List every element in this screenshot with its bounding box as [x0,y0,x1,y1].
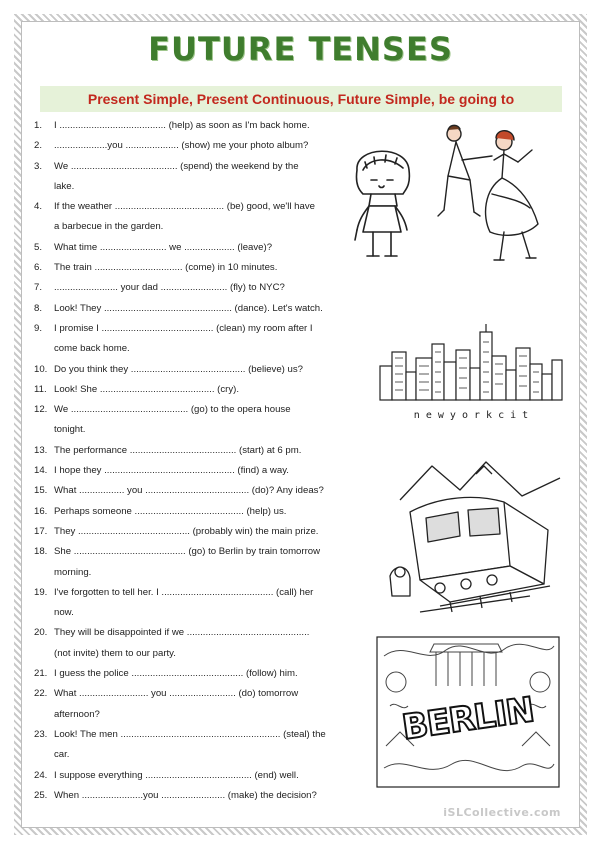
exercise-item [34,299,339,319]
exercise-number [34,177,54,197]
exercise-number: 9. [34,322,43,334]
exercise-number: 15. [34,485,48,497]
exercise-item [34,360,339,380]
exercise-sentence: (not invite) them to our party. [54,647,176,659]
exercise-item [34,136,339,156]
exercise-item [34,400,339,420]
exercise-number: 12. [34,404,48,416]
watermark: iSLCollective.com [443,806,561,819]
exercise-number [34,339,54,359]
exercise-sentence: I suppose everything ........................................ (end) well. [54,769,299,781]
exercise-item [34,502,339,522]
exercise-number: 10. [34,363,48,375]
exercise-item [34,603,339,623]
berlin-drawing [376,636,560,788]
dancing-couple-drawing [434,120,554,270]
girl-illustration [345,140,419,268]
exercise-number: 1. [34,120,43,131]
exercise-item [34,563,339,583]
exercise-item [34,177,339,197]
subtitle-bar [40,86,562,112]
exercise-item [34,786,339,806]
exercise-number: 6. [34,262,43,274]
exercise-number: 25. [34,789,48,801]
exercise-item [34,339,339,359]
berlin-word: BERLIN [399,690,537,749]
page-subtitle: Present Simple, Present Continuous, Future Simple, be going to [87,91,515,107]
exercise-sentence: afternoon? [54,708,100,720]
exercise-item [34,420,339,440]
exercise-number: 3. [34,160,43,172]
train-illustration [380,456,564,616]
train-drawing [380,456,564,616]
exercise-item [34,725,339,745]
exercise-item [34,623,339,643]
exercise-number [34,603,54,623]
exercise-number: 16. [34,505,48,517]
exercise-item [34,197,339,217]
exercise-number: 5. [34,241,43,253]
exercise-sentence: ........................ your dad ......................... (fly) to NYC? [54,282,285,294]
exercise-number: 22. [34,688,48,700]
exercise-sentence: The performance ........................................ (start) at 6 pm. [54,444,302,456]
exercise-sentence: We ........................................ (spend) the weekend by the [54,160,299,172]
exercise-sentence: come back home. [54,343,130,355]
exercise-sentence: What ................. you ....................................... (do)? Any ideas? [54,485,324,497]
exercise-sentence: Perhaps someone ......................................... (help) us. [54,505,287,517]
exercise-item [34,522,339,542]
exercise-number: 4. [34,201,43,213]
exercise-sentence: The train ................................. (come) in 10 minutes. [54,262,278,274]
new-york-skyline-illustration [378,322,564,424]
exercise-item [34,705,339,725]
exercise-number: 17. [34,525,48,537]
exercise-sentence: When .......................you ........................ (make) the decision? [54,789,317,801]
exercise-sentence: They .......................................... (probably win) the main prize. [54,525,319,537]
exercise-number: 21. [34,668,48,680]
exercise-item [34,481,339,501]
exercise-sentence: I ........................................ (help) as soon as I'm back home. [54,120,310,131]
exercise-item [34,644,339,664]
exercise-sentence: a barbecue in the garden. [54,221,164,233]
exercise-item [34,745,339,765]
exercise-sentence: Look! They ................................................ (dance). Let's watch. [54,302,323,314]
city-caption: n e w y o r k c i t [413,410,529,421]
exercise-item [34,278,339,298]
exercise-item [34,380,339,400]
exercise-sentence: Do you think they ........................................... (believe) us? [54,363,303,375]
exercise-sentence: I hope they ................................................. (find) a way. [54,465,289,477]
exercise-number [34,420,54,440]
exercise-number: 7. [34,282,43,294]
exercise-number [34,644,54,664]
exercise-number: 2. [34,140,43,152]
exercise-sentence: What .......................... you ......................... (do) tomorrow [54,688,299,700]
exercise-sentence: now. [54,607,74,619]
exercise-sentence: She .......................................... (go) to Berlin by train tomorrow [54,546,321,558]
exercise-number: 13. [34,444,48,456]
exercise-sentence: I promise I .......................................... (clean) my room after I [54,322,313,334]
exercise-item [34,583,339,603]
exercise-item [34,461,339,481]
berlin-illustration [376,636,560,788]
exercise-number: 11. [34,383,47,395]
exercise-item [34,441,339,461]
exercise-number: 20. [34,627,48,639]
exercise-sentence: Look! She ........................................... (cry). [54,383,239,395]
exercise-sentence: lake. [54,180,75,192]
girl-drawing [345,140,419,268]
exercise-sentence: tonight. [54,424,86,436]
page-title: FUTURE TENSES [148,30,453,68]
exercise-sentence: morning. [54,566,92,578]
exercise-number: 23. [34,728,48,740]
exercise-item [34,238,339,258]
exercise-sentence: I guess the police .......................................... (follow) him. [54,668,298,680]
exercise-number [34,563,54,583]
exercise-sentence: Look! The men ............................................................ (steal) the [54,728,326,740]
exercise-sentence: We ............................................ (go) to the opera house [54,404,291,416]
exercise-number: 8. [34,302,43,314]
exercise-item [34,157,339,177]
exercise-number [34,217,54,237]
exercise-item [34,116,339,136]
exercise-sentence: What time ......................... we ................... (leave)? [54,241,273,253]
dancing-couple-illustration [434,120,554,270]
exercise-item [34,258,339,278]
exercise-list [34,116,339,806]
exercise-number: 14. [34,465,48,477]
exercise-number: 18. [34,546,48,558]
new-york-skyline-drawing [378,322,564,424]
exercise-item [34,664,339,684]
exercise-sentence: ....................you .................... (show) me your photo album? [54,140,309,152]
exercise-number: 24. [34,769,48,781]
exercise-item [34,766,339,786]
exercise-number [34,745,54,765]
exercise-sentence: If the weather ......................................... (be) good, we'll have [54,201,315,213]
exercise-item [34,217,339,237]
exercise-sentence: They will be disappointed if we .............................................. [54,627,310,639]
exercise-sentence: I've forgotten to tell her. I .......................................... (call) her [54,586,314,598]
exercise-number [34,705,54,725]
exercise-number: 19. [34,586,48,598]
exercise-item [34,542,339,562]
exercise-item [34,684,339,704]
exercise-item [34,319,339,339]
exercise-sentence: car. [54,749,70,761]
